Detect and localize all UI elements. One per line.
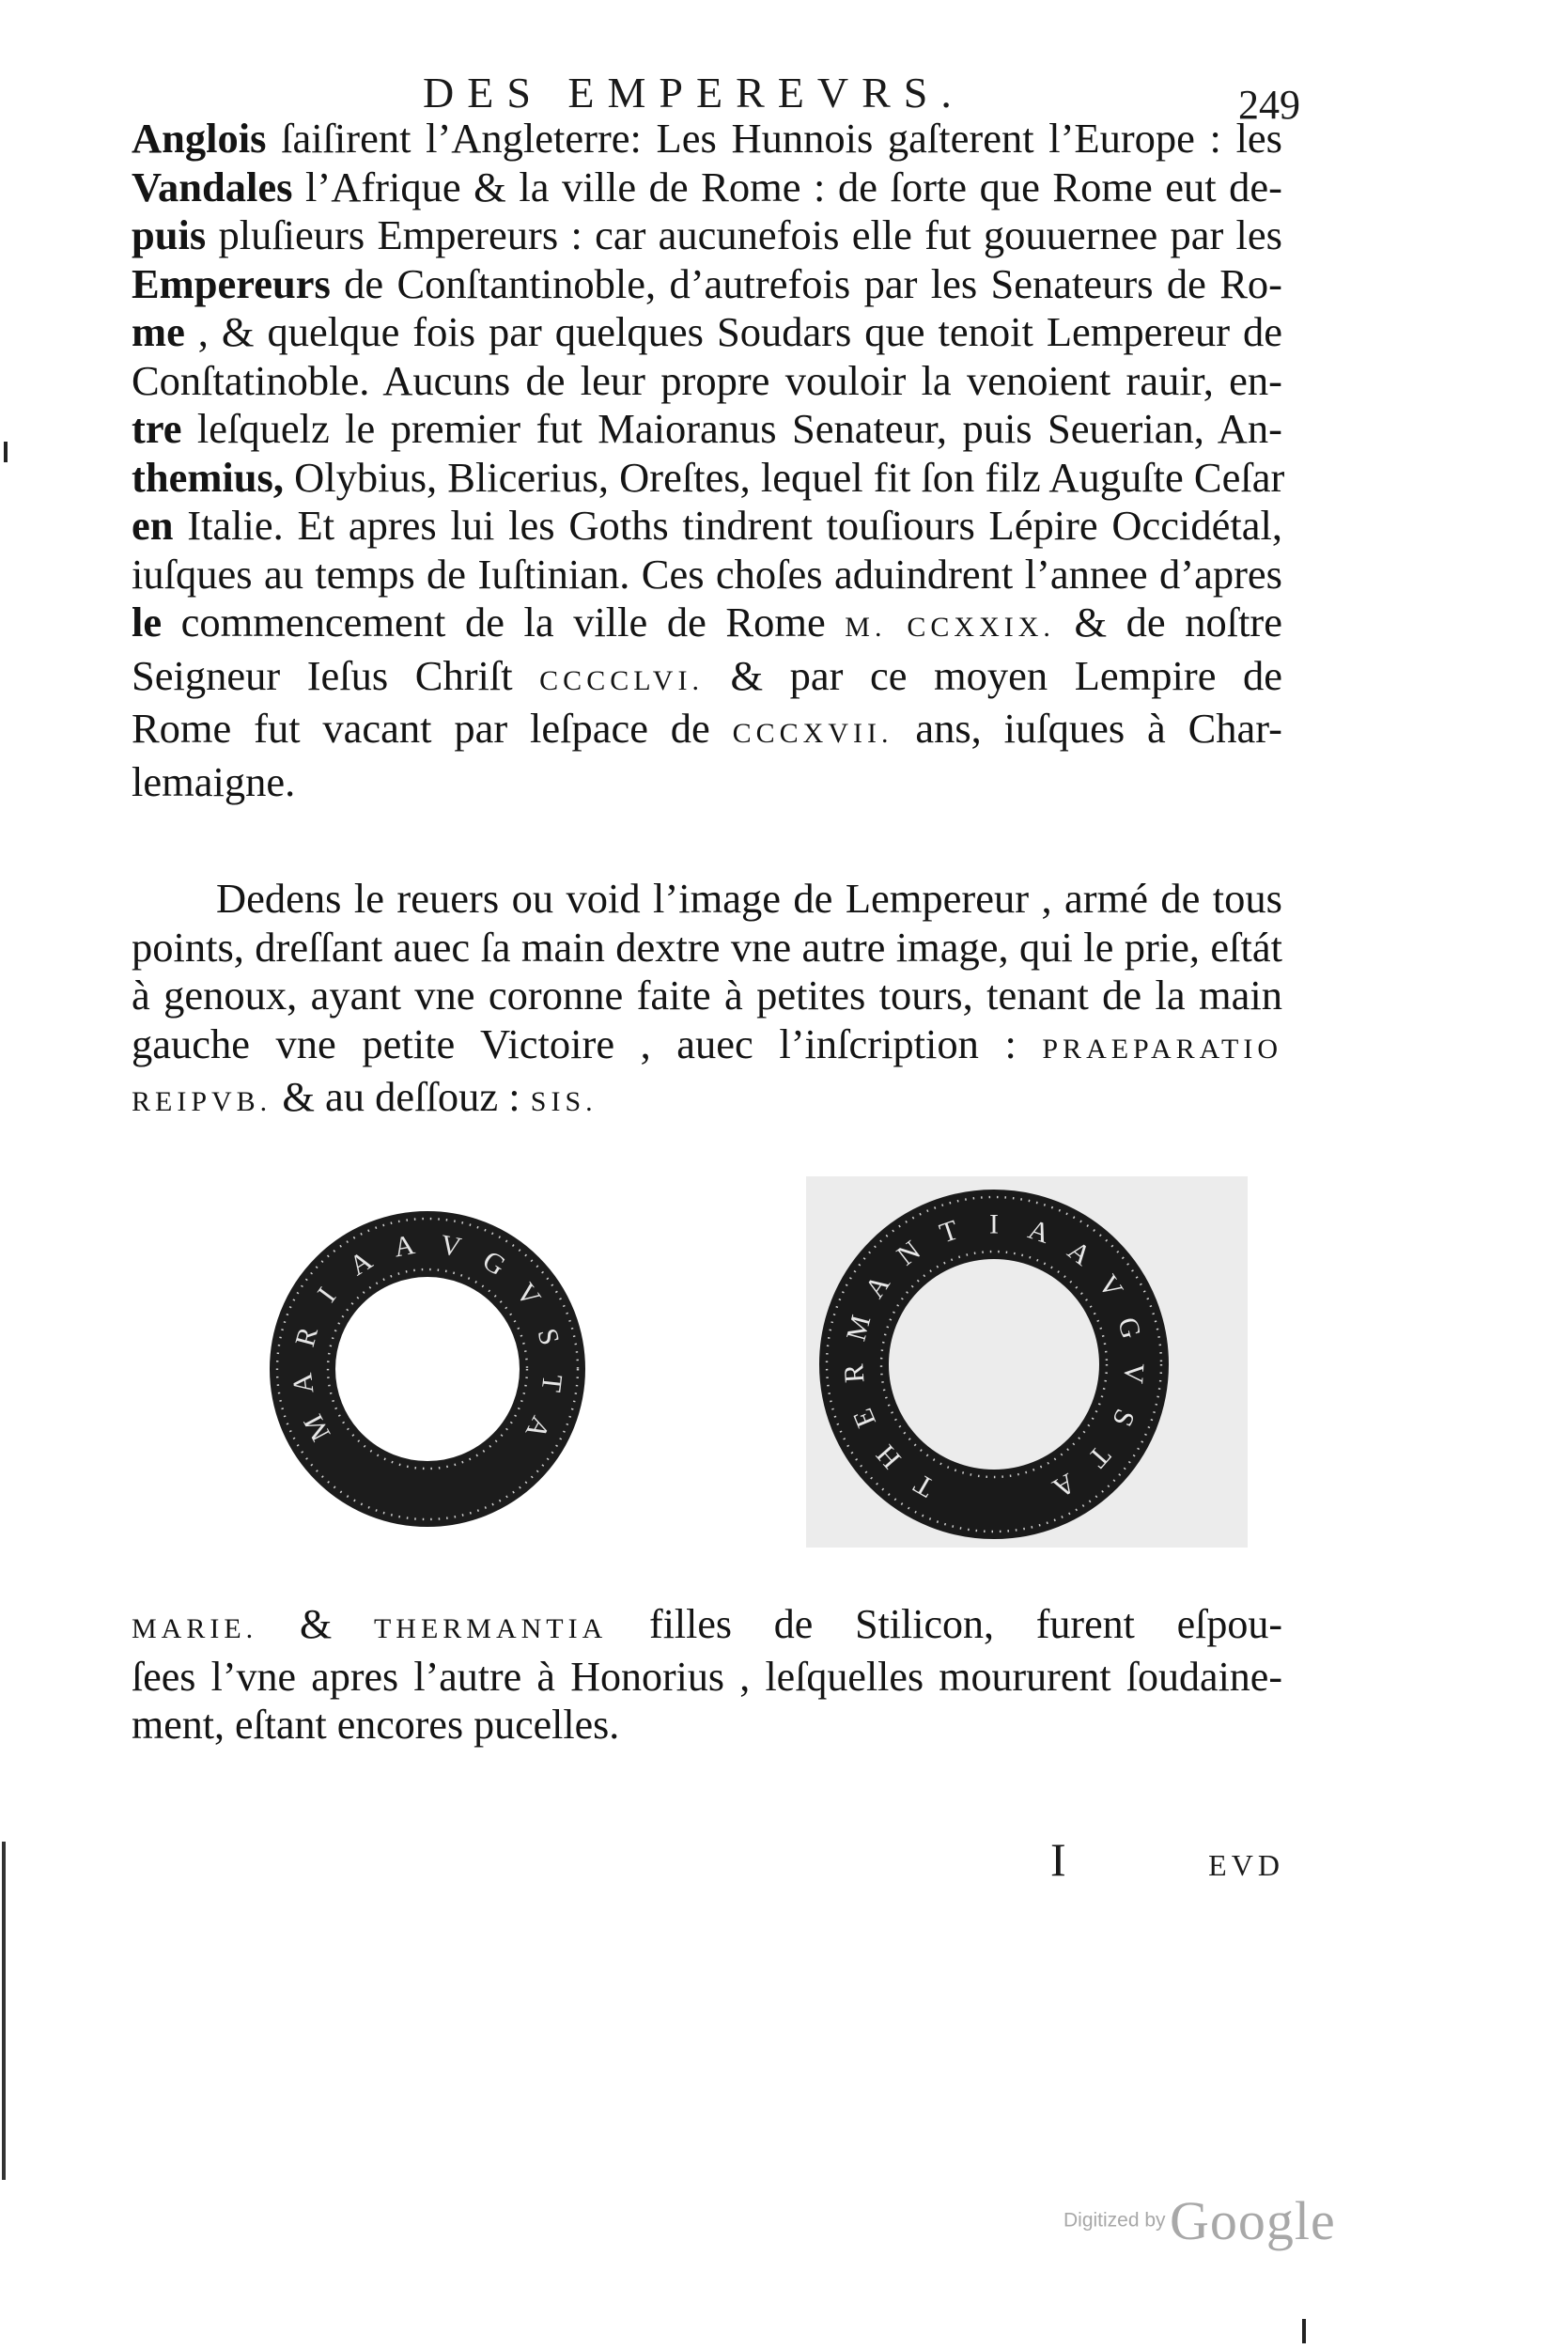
coin-inscription-letter: E <box>846 1404 883 1432</box>
text-run: ans, iuſques à Char- <box>893 705 1283 752</box>
coin-inscription-letter: R <box>838 1362 871 1384</box>
text-run: me <box>132 308 185 355</box>
coin-inscription-letter: A <box>1062 1235 1097 1272</box>
text-line <box>132 1701 1282 1749</box>
text-line <box>132 163 1282 212</box>
text-run: leſquelz le premier fut Maioranus Senateur, puis Seuerian, An- <box>181 405 1282 452</box>
paragraph-coin-reverse <box>132 875 1282 1127</box>
coin-inscription-letter: S <box>531 1325 566 1349</box>
text-run: & par ce moyen Lempire de <box>703 651 1282 699</box>
coin-inscription-letter: V <box>1092 1269 1129 1304</box>
text-run: Seigneur Ieſus Chriſt <box>132 651 540 699</box>
paragraph-roman-empire <box>132 115 1285 806</box>
text-run: Anglois <box>132 115 267 162</box>
margin-mark <box>1302 2319 1306 2343</box>
coin-inscription-letter: T <box>1081 1439 1117 1474</box>
text-run: ſees l’vne apres l’autre à Honorius , leſquelles moururent ſoudaine- <box>132 1654 1282 1700</box>
text-run: , & quelque fois par quelques Soudars que tenoit Lempereur de <box>184 308 1282 355</box>
coin-inscription-letter: T <box>908 1468 939 1503</box>
small-caps-text: M. CCXXIX. <box>845 612 1055 643</box>
coin-inscription-letter: A <box>391 1229 417 1264</box>
text-run: & <box>257 1601 374 1647</box>
text-run: puis <box>132 211 207 258</box>
small-caps-text: CCCXVII. <box>732 718 893 749</box>
text-line <box>132 405 1282 454</box>
digitized-by-label: Digitized by <box>1063 2209 1166 2232</box>
coin-thermantia-augusta <box>815 1186 1172 1543</box>
text-run: Empereurs <box>132 259 331 307</box>
text-run: Rome fut vacant par leſpace de <box>132 705 733 752</box>
small-caps-text: SIS. <box>530 1086 598 1117</box>
text-run: Vandales <box>132 163 293 210</box>
text-run: pluſieurs Empereurs : car aucunefois elle fut gouuernee par les <box>206 211 1282 258</box>
coin-inscription-letter: R <box>288 1323 324 1350</box>
coin-illustrations <box>0 1167 1568 1580</box>
text-line <box>132 705 1282 758</box>
text-line <box>132 211 1282 260</box>
text-run: tre <box>132 405 182 452</box>
text-line <box>132 1073 1282 1127</box>
text-line <box>132 260 1282 309</box>
catchword: EVD <box>1208 1848 1284 1882</box>
text-run: & au deſſouz : <box>272 1073 531 1120</box>
coin-maria-augusta <box>268 1209 587 1529</box>
small-caps-text: REIPVB. <box>132 1086 272 1117</box>
coin-inscription-letter: G <box>476 1244 511 1283</box>
text-line <box>132 652 1282 706</box>
text-line <box>132 1020 1282 1074</box>
coin-inscription-letter: A <box>1024 1213 1054 1251</box>
coin-ring <box>303 1244 552 1494</box>
text-run: Dedens le reuers ou void l’image de Lempereur , armé de tous <box>216 875 1282 922</box>
text-line <box>132 551 1282 599</box>
coin-inscription-letter: M <box>840 1312 877 1345</box>
text-run: Conſtatinoble. Aucuns de leur propre vouloir la venoient rauir, en- <box>132 356 1282 404</box>
coin-inscription-letter: A <box>1047 1467 1081 1504</box>
coin-inscription-letter: A <box>344 1244 379 1283</box>
text-run: themius, <box>132 453 284 501</box>
text-line <box>132 875 1282 924</box>
text-run: en <box>132 502 174 549</box>
coin-inscription-letter: T <box>936 1214 963 1250</box>
text-run: ment, eſtant encores pucelles. <box>132 1702 620 1748</box>
text-line <box>132 115 1282 163</box>
coin-inscription-letter: I <box>311 1282 343 1308</box>
coin-maria-illustration <box>268 1209 587 1529</box>
coin-inscription-letter: I <box>989 1208 999 1240</box>
text-run: iuſques au temps de Iuſtinian. Ces choſes aduindrent l’annee d’apres <box>132 550 1282 598</box>
text-run: lemaigne. <box>132 757 296 805</box>
coin-inscription-letter: A <box>287 1371 320 1395</box>
text-line <box>132 758 1282 807</box>
running-title: DES EMPEREVRS. <box>423 69 965 117</box>
paragraph-stilicon-daughters <box>132 1600 1282 1749</box>
text-run: & de noſtre <box>1054 599 1283 646</box>
coin-inscription-letter: V <box>1117 1361 1150 1385</box>
signature-mark: I <box>1050 1833 1066 1886</box>
coin-inscription-letter: T <box>535 1373 568 1394</box>
coin-inscription-letter: N <box>891 1235 926 1272</box>
text-run: ſaiſirent l’Angleterre: Les Hunnois gaſterent l’Europe : les <box>266 115 1282 162</box>
coin-inscription-letter: V <box>509 1277 547 1313</box>
coin-inscription-letter: G <box>1111 1314 1147 1343</box>
coin-inscription-letter: M <box>297 1408 337 1446</box>
margin-mark <box>2 1842 6 2180</box>
text-line <box>132 453 1285 503</box>
coin-inscription-letter: V <box>438 1229 464 1264</box>
text-run: le <box>132 599 163 646</box>
small-caps-text: THERMANTIA <box>373 1613 608 1644</box>
google-logo-text: Google <box>1170 2190 1336 2251</box>
text-line <box>132 599 1282 652</box>
text-line <box>132 357 1282 406</box>
text-run: de Conſtantinoble, d’autrefois par les Senateurs de Ro- <box>330 259 1282 307</box>
small-caps-text: MARIE. <box>132 1613 258 1644</box>
text-line <box>132 924 1282 972</box>
text-line <box>132 972 1282 1020</box>
text-run: points, dreſſant auec ſa main dextre vne autre image, qui le prie, eſtát <box>132 923 1282 971</box>
small-caps-text: PRAEPARATIO <box>1042 1033 1282 1065</box>
coin-inscription-letter: A <box>519 1411 557 1444</box>
text-line <box>132 502 1282 551</box>
text-run: commencement de la ville de Rome <box>162 599 846 646</box>
text-run: gauche vne petite Victoire , auec l’inſcription : <box>132 1019 1043 1067</box>
small-caps-text: CCCCLVI. <box>539 664 704 696</box>
digitized-by-google-watermark <box>1063 2189 1336 2252</box>
page-footer <box>1050 1832 1284 1887</box>
coin-inscription-letter: H <box>870 1439 908 1475</box>
page-number: 249 <box>1238 82 1300 128</box>
text-line <box>132 1600 1282 1653</box>
coin-thermantia-illustration <box>815 1186 1172 1543</box>
margin-mark <box>4 442 8 462</box>
text-line <box>132 308 1282 357</box>
coin-inscription-letter: S <box>1106 1404 1141 1432</box>
text-line <box>132 1653 1282 1701</box>
coin-inscription-letter: A <box>859 1269 896 1304</box>
text-run: à genoux, ayant vne coronne faite à petites tours, tenant de la main <box>132 972 1282 1019</box>
text-run: Italie. Et apres lui les Goths tindrent touſiours Lépire Occidétal, <box>173 502 1282 549</box>
text-run: l’Afrique & la ville de Rome : de ſorte que Rome eut de- <box>292 163 1282 210</box>
text-run: filles de Stilicon, furent eſpou- <box>607 1601 1282 1647</box>
text-run: Olybius, Blicerius, Oreſtes, lequel fit ſon filz Auguſte Ceſar <box>283 453 1285 501</box>
